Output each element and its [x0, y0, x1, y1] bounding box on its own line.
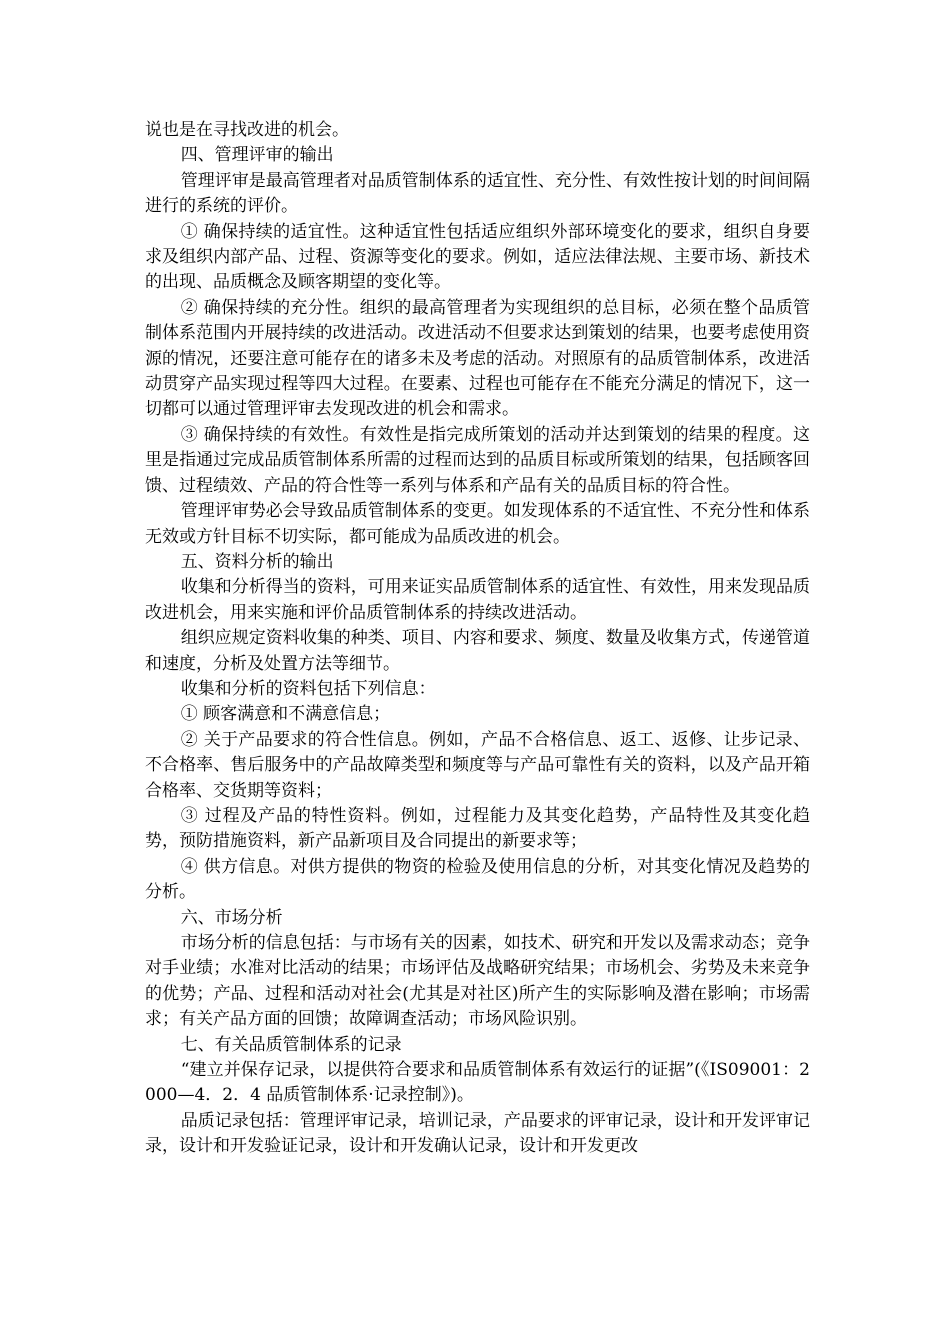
section-heading: 四、管理评审的输出 — [180, 145, 334, 166]
list-item: ④ 供方信息。对供方提供的物资的检验及使用信息的分析，对其变化情况及趋势的分析。 — [145, 856, 810, 903]
paragraph: “建立并保存记录，以提供符合要求和品质管制体系有效运行的证据”(《IS09001：2000—4．2．4 品质管制体系·记录控制》)。 — [145, 1060, 810, 1106]
paragraph: 收集和分析的资料包括下列信息： — [180, 678, 436, 699]
paragraph: 说也是在寻找改进的机会。 — [145, 120, 349, 140]
paragraph: 品质记录包括：管理评审记录，培训记录，产品要求的评审记录，设计和开发评审记录，设计和开发验证记录，设计和开发确认记录，设计和开发更改 — [145, 1110, 810, 1157]
list-item: ① 顾客满意和不满意信息； — [180, 704, 391, 725]
paragraph: 市场分析的信息包括：与市场有关的因素，如技术、研究和开发以及需求动态；竞争对手业绩；水准对比活动的结果；市场评估及战略研究结果；市场机会、劣势及未来竞争的优势；产品、过程和活动对社会(尤其是对社区)所产生的实际影响及潜在影响；市场需求；有关产品方面的回馈；故障调查活动；市场风险识别。 — [145, 933, 810, 1030]
paragraph: 收集和分析得当的资料，可用来证实品质管制体系的适宜性、有效性，用来发现品质改进机会，用来实施和评价品质管制体系的持续改进活动。 — [145, 577, 810, 623]
paragraph: 组织应规定资料收集的种类、项目、内容和要求、频度、数量及收集方式，传递管道和速度，分析及处置方法等细节。 — [145, 628, 810, 674]
paragraph: 管理评审是最高管理者对品质管制体系的适宜性、充分性、有效性按计划的时间间隔进行的系统的评价。 — [145, 170, 810, 217]
document-page — [145, 118, 810, 1160]
list-item: ③ 过程及产品的特性资料。例如，过程能力及其变化趋势，产品特性及其变化趋势，预防措施资料，新产品新项目及合同提出的新要求等； — [145, 805, 810, 852]
list-item: ③ 确保持续的有效性。有效性是指完成所策划的活动并达到策划的结果的程度。这里是指通过完成品质管制体系所需的过程而达到的品质目标或所策划的结果，包括顾客回馈、过程绩效、产品的符合性等一系列与体系和产品有关的品质目标的符合性。 — [145, 424, 810, 496]
list-item: ② 关于产品要求的符合性信息。例如，产品不合格信息、返工、返修、让步记录、不合格率、售后服务中的产品故障类型和频度等与产品可靠性有关的资料，以及产品开箱合格率、交货期等资料； — [145, 729, 810, 801]
list-item: ① 确保持续的适宜性。这种适宜性包括适应组织外部环境变化的要求，组织自身要求及组织内部产品、过程、资源等变化的要求。例如，适应法律法规、主要市场、新技术的出现、品质概念及顾客期望的变化等。 — [145, 221, 810, 293]
paragraph: 管理评审势必会导致品质管制体系的变更。如发现体系的不适宜性、不充分性和体系无效或方针目标不切实际，都可能成为品质改进的机会。 — [145, 501, 810, 547]
section-heading: 七、有关品质管制体系的记录 — [180, 1034, 402, 1055]
list-item: ② 确保持续的充分性。组织的最高管理者为实现组织的总目标，必须在整个品质管制体系范围内开展持续的改进活动。改进活动不但要求达到策划的结果，也要考虑使用资源的情况，还要注意可能存在的诸多未及考虑的活动。对照原有的品质管制体系，改进活动贯穿产品实现过程等四大过程。在要素、过程也可能存在不能充分满足的情况下，这一切都可以通过管理评审去发现改进的机会和需求。 — [145, 297, 810, 420]
section-heading: 五、资料分析的输出 — [180, 551, 334, 572]
section-heading: 六、市场分析 — [180, 907, 283, 928]
